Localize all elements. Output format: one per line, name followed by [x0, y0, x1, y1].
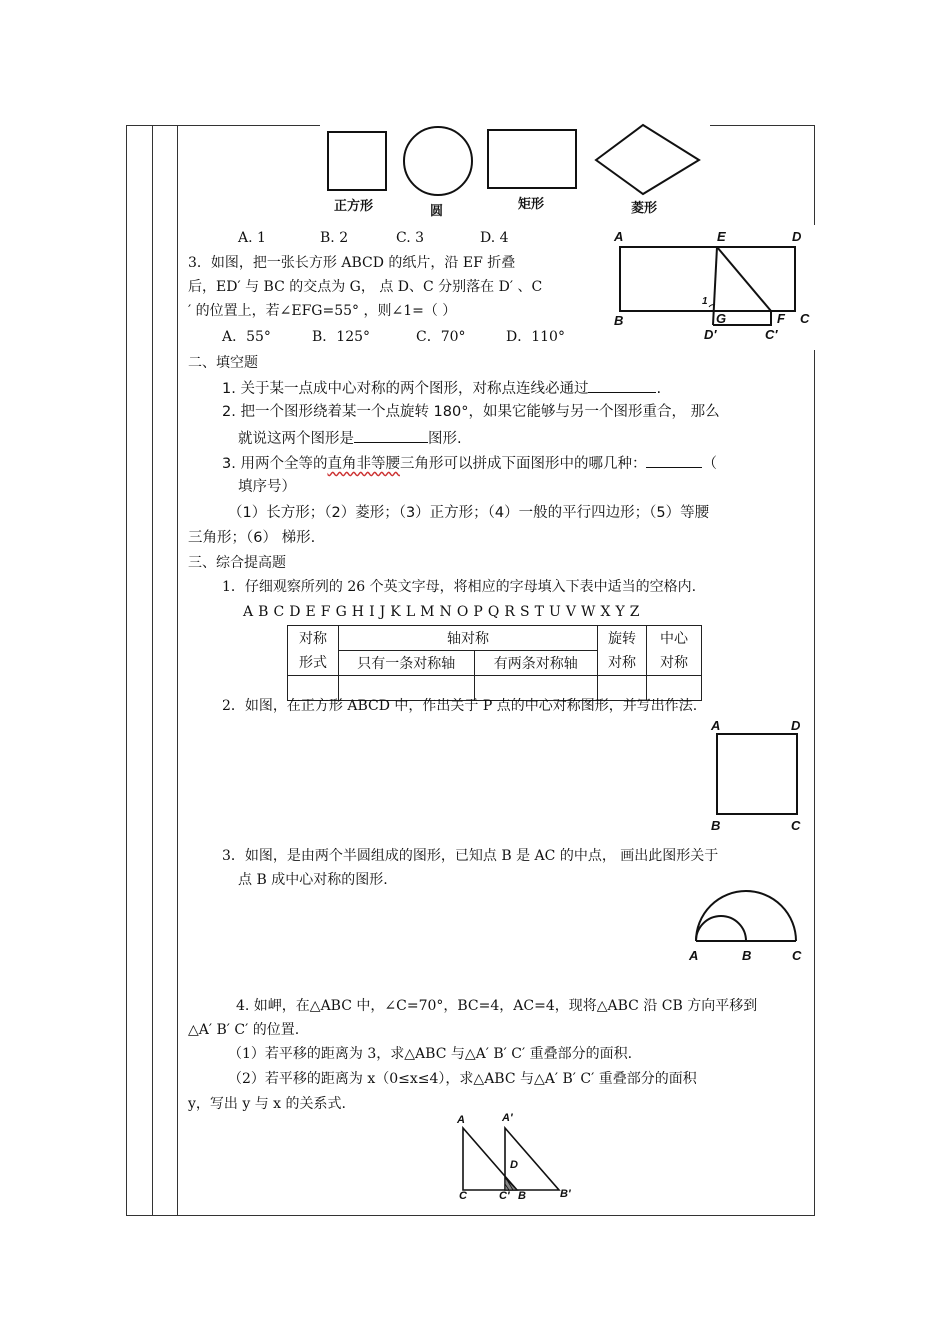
alphabet-line: A B C D E F G H I J K L M N O P Q R S T U V W X Y Z: [243, 604, 640, 620]
fig3-label-A: A: [614, 229, 624, 244]
fill-q3-line1: 3. 用两个全等的直角非等腰三角形可以拼成下面图形中的哪几种： （: [222, 453, 717, 473]
section3-q4-sub2-line1: （2）若平移的距离为 x（0≤x≤4），求△ABC 与△A′ B′ C′ 重叠部分的面积: [228, 1071, 697, 1087]
label-rhombus: 菱形: [631, 201, 658, 216]
square-figure: [716, 733, 800, 817]
section3-q2: 2．如图，在正方形 ABCD 中，作出关于 P 点的中心对称图形，并写出作法.: [222, 698, 698, 714]
column-divider-1: [152, 125, 153, 1216]
fill-q2-line2: 就说这两个图形是 图形.: [238, 428, 462, 448]
triangles-figure: [455, 1118, 575, 1198]
fig-sq-label-A: A: [711, 718, 721, 733]
fill-q1-blank[interactable]: [588, 378, 656, 393]
fill-options-line1: （1）长方形；（2）菱形；（3）正方形；（4）一般的平行四边形；（5）等腰: [228, 505, 710, 521]
fig3-label-B: B: [614, 313, 624, 328]
rhombus-shape: [596, 125, 699, 194]
rectangle-shape: [488, 130, 576, 188]
fill-q2-line1: 2. 把一个图形绕着某一个点旋转 180°，如果它能够与另一个图形重合， 那么: [222, 404, 720, 420]
square-shape: [328, 132, 386, 190]
q3-line-1: 3．如图，把一张长方形 ABCD 的纸片，沿 EF 折叠: [188, 255, 516, 271]
fig3-label-E: E: [717, 229, 726, 244]
q3-option-c: C．70°: [416, 329, 466, 345]
q2-option-a: A. 1: [238, 230, 266, 246]
fig3-label-angle-1: 1: [702, 296, 708, 307]
label-rectangle: 矩形: [518, 197, 545, 212]
fig-sq-label-D: D: [791, 718, 801, 733]
fig-tri-label-A: A: [457, 1114, 465, 1126]
q3-line-2: 后，ED′ 与 BC 的交点为 G， 点 D、C 分别落在 D′ 、C: [188, 279, 543, 295]
label-square: 正方形: [334, 199, 374, 214]
fig-semi-label-C: C: [792, 948, 802, 963]
fig-tri-label-Aprime: A′: [502, 1112, 513, 1124]
table-header-center: 中心 对称: [647, 626, 702, 676]
q2-option-b: B. 2: [320, 230, 349, 246]
fig3-label-Dprime: D′: [704, 327, 717, 342]
table-header-form: 对称 形式: [288, 626, 339, 676]
table-header-two-axes: 有两条对称轴: [474, 651, 597, 676]
q3-option-d: D．110°: [506, 329, 565, 345]
fill-options-line2: 三角形；（6） 梯形.: [188, 530, 316, 546]
q2-option-c: C. 3: [396, 230, 425, 246]
section3-q3-line1: 3．如图，是由两个半圆组成的图形，已知点 B 是 AC 的中点， 画出此图形关于: [222, 848, 719, 864]
q2-option-d: D. 4: [480, 230, 509, 246]
q3-option-a: A．55°: [222, 329, 271, 345]
section3-q4-sub2-line2: y，写出 y 与 x 的关系式.: [188, 1096, 346, 1112]
table-header-one-axis: 只有一条对称轴: [339, 651, 475, 676]
section3-title: 三、综合提高题: [188, 555, 286, 571]
section3-q1: 1．仔细观察所列的 26 个英文字母，将相应的字母填入下表中适当的空格内.: [222, 579, 697, 595]
fig-tri-label-Bprime: B′: [560, 1188, 571, 1200]
table-header-axis: 轴对称: [339, 626, 598, 651]
circle-shape: [404, 127, 472, 195]
fig-tri-label-C: C: [459, 1190, 467, 1202]
semicircles-figure: [690, 888, 802, 946]
fig-semi-label-A: A: [689, 948, 699, 963]
fig3-label-F: F: [777, 311, 785, 326]
fig3-label-G: G: [716, 311, 727, 326]
column-divider-2: [177, 125, 178, 1216]
fig-sq-label-B: B: [711, 818, 721, 833]
section3-q4-sub1: （1）若平移的距离为 3，求△ABC 与△A′ B′ C′ 重叠部分的面积.: [228, 1046, 633, 1062]
fig-tri-label-D: D: [510, 1159, 518, 1171]
fig3-label-D: D: [792, 229, 802, 244]
section3-q3-line2: 点 B 成中心对称的图形.: [238, 872, 388, 888]
section3-q4-line1: 4. 如岬，在△ABC 中，∠C=70°，BC=4，AC=4，现将△ABC 沿 CB 方向平移到: [236, 998, 758, 1014]
label-circle: 圆: [430, 204, 444, 219]
fill-q1: 1. 关于某一点成中心对称的两个图形，对称点连线必通过 .: [222, 378, 661, 398]
section2-title: 二、填空题: [188, 355, 258, 371]
fill-q3-line2: 填序号）: [238, 479, 296, 495]
fig-tri-label-Cprime: C′: [499, 1190, 510, 1202]
fill-q2-blank[interactable]: [354, 428, 428, 443]
q3-option-b: B．125°: [312, 329, 371, 345]
fig3-label-Cprime: C′: [765, 327, 778, 342]
fig-sq-label-C: C: [791, 818, 801, 833]
fig3-label-C: C: [800, 311, 810, 326]
fig-tri-label-B: B: [518, 1190, 526, 1202]
symmetry-table: [287, 625, 702, 701]
section3-q4-line2: △A′ B′ C′ 的位置.: [188, 1022, 300, 1038]
table-header-rotation: 旋转 对称: [598, 626, 647, 676]
q3-line-3: ′ 的位置上，若∠EFG=55° ，则∠1=（ ）: [188, 303, 457, 319]
fig-semi-label-B: B: [742, 948, 752, 963]
fill-q3-blank[interactable]: [646, 453, 702, 468]
